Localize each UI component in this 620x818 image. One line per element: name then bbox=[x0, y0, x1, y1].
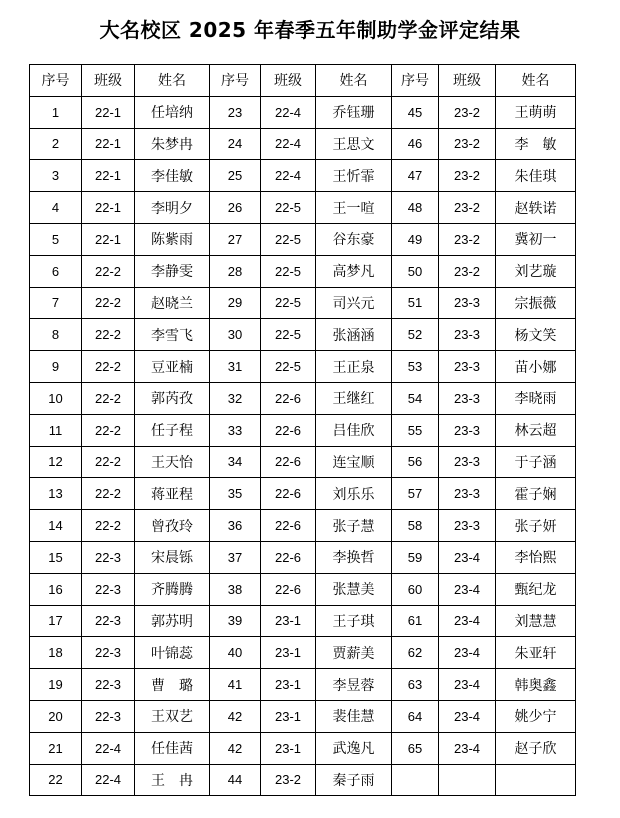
class-cell: 22-6 bbox=[261, 414, 316, 446]
seq-cell: 15 bbox=[30, 541, 82, 573]
seq-cell: 1 bbox=[30, 96, 82, 128]
class-cell: 22-2 bbox=[82, 319, 135, 351]
name-cell: 高梦凡 bbox=[316, 255, 392, 287]
header-name-3: 姓名 bbox=[496, 65, 576, 97]
name-cell bbox=[496, 764, 576, 796]
table-row bbox=[30, 319, 576, 351]
class-cell: 22-4 bbox=[82, 764, 135, 796]
class-cell: 22-6 bbox=[261, 573, 316, 605]
class-cell: 23-4 bbox=[439, 605, 496, 637]
name-cell: 王思文 bbox=[316, 128, 392, 160]
table-row bbox=[30, 510, 576, 542]
seq-cell: 50 bbox=[392, 255, 439, 287]
class-cell bbox=[439, 764, 496, 796]
table-row bbox=[30, 637, 576, 669]
header-seq-2: 序号 bbox=[210, 65, 261, 97]
seq-cell: 54 bbox=[392, 382, 439, 414]
class-cell: 22-6 bbox=[261, 446, 316, 478]
seq-cell: 41 bbox=[210, 669, 261, 701]
class-cell: 22-5 bbox=[261, 351, 316, 383]
class-cell: 23-1 bbox=[261, 637, 316, 669]
seq-cell: 53 bbox=[392, 351, 439, 383]
table-row bbox=[30, 382, 576, 414]
seq-cell: 32 bbox=[210, 382, 261, 414]
seq-cell: 56 bbox=[392, 446, 439, 478]
class-cell: 22-3 bbox=[82, 541, 135, 573]
class-cell: 23-2 bbox=[439, 128, 496, 160]
class-cell: 23-3 bbox=[439, 382, 496, 414]
name-cell: 贾薪美 bbox=[316, 637, 392, 669]
name-cell: 李佳敏 bbox=[135, 160, 210, 192]
class-cell: 23-4 bbox=[439, 541, 496, 573]
table-row bbox=[30, 732, 576, 764]
name-cell: 姚少宁 bbox=[496, 700, 576, 732]
seq-cell: 19 bbox=[30, 669, 82, 701]
name-cell: 苗小娜 bbox=[496, 351, 576, 383]
header-class-1: 班级 bbox=[82, 65, 135, 97]
table-body bbox=[30, 96, 576, 796]
seq-cell: 26 bbox=[210, 192, 261, 224]
seq-cell: 8 bbox=[30, 319, 82, 351]
class-cell: 23-3 bbox=[439, 287, 496, 319]
name-cell: 李晓雨 bbox=[496, 382, 576, 414]
seq-cell: 12 bbox=[30, 446, 82, 478]
name-cell: 武逸凡 bbox=[316, 732, 392, 764]
seq-cell: 48 bbox=[392, 192, 439, 224]
class-cell: 22-3 bbox=[82, 605, 135, 637]
name-cell: 宗振薇 bbox=[496, 287, 576, 319]
seq-cell: 6 bbox=[30, 255, 82, 287]
table-row bbox=[30, 160, 576, 192]
seq-cell: 38 bbox=[210, 573, 261, 605]
seq-cell: 9 bbox=[30, 351, 82, 383]
seq-cell: 36 bbox=[210, 510, 261, 542]
seq-cell: 44 bbox=[210, 764, 261, 796]
seq-cell: 58 bbox=[392, 510, 439, 542]
class-cell: 22-1 bbox=[82, 223, 135, 255]
table-row bbox=[30, 700, 576, 732]
name-cell: 李雪飞 bbox=[135, 319, 210, 351]
name-cell: 张慧美 bbox=[316, 573, 392, 605]
name-cell: 郭芮孜 bbox=[135, 382, 210, 414]
name-cell: 王天怡 bbox=[135, 446, 210, 478]
name-cell: 蒋亚程 bbox=[135, 478, 210, 510]
seq-cell: 47 bbox=[392, 160, 439, 192]
name-cell: 刘艺璇 bbox=[496, 255, 576, 287]
name-cell: 裴佳慧 bbox=[316, 700, 392, 732]
seq-cell: 22 bbox=[30, 764, 82, 796]
name-cell: 朱亚轩 bbox=[496, 637, 576, 669]
name-cell: 吕佳欣 bbox=[316, 414, 392, 446]
name-cell: 张子妍 bbox=[496, 510, 576, 542]
class-cell: 22-3 bbox=[82, 573, 135, 605]
class-cell: 22-5 bbox=[261, 255, 316, 287]
seq-cell: 30 bbox=[210, 319, 261, 351]
seq-cell: 35 bbox=[210, 478, 261, 510]
class-cell: 23-3 bbox=[439, 478, 496, 510]
seq-cell: 39 bbox=[210, 605, 261, 637]
class-cell: 23-3 bbox=[439, 351, 496, 383]
name-cell: 赵晓兰 bbox=[135, 287, 210, 319]
seq-cell: 11 bbox=[30, 414, 82, 446]
name-cell: 李 敏 bbox=[496, 128, 576, 160]
seq-cell: 33 bbox=[210, 414, 261, 446]
seq-cell: 14 bbox=[30, 510, 82, 542]
name-cell: 曾孜玲 bbox=[135, 510, 210, 542]
seq-cell: 55 bbox=[392, 414, 439, 446]
header-name-1: 姓名 bbox=[135, 65, 210, 97]
table-row bbox=[30, 478, 576, 510]
class-cell: 23-1 bbox=[261, 732, 316, 764]
seq-cell: 27 bbox=[210, 223, 261, 255]
class-cell: 23-4 bbox=[439, 637, 496, 669]
class-cell: 23-1 bbox=[261, 605, 316, 637]
class-cell: 22-4 bbox=[261, 160, 316, 192]
seq-cell: 29 bbox=[210, 287, 261, 319]
name-cell: 王一喧 bbox=[316, 192, 392, 224]
class-cell: 23-4 bbox=[439, 669, 496, 701]
seq-cell: 63 bbox=[392, 669, 439, 701]
header-seq-3: 序号 bbox=[392, 65, 439, 97]
class-cell: 22-2 bbox=[82, 255, 135, 287]
name-cell: 谷东豪 bbox=[316, 223, 392, 255]
header-name-2: 姓名 bbox=[316, 65, 392, 97]
name-cell: 任培纳 bbox=[135, 96, 210, 128]
seq-cell: 3 bbox=[30, 160, 82, 192]
name-cell: 王忻霏 bbox=[316, 160, 392, 192]
seq-cell: 52 bbox=[392, 319, 439, 351]
name-cell: 赵子欣 bbox=[496, 732, 576, 764]
class-cell: 22-2 bbox=[82, 414, 135, 446]
class-cell: 22-3 bbox=[82, 637, 135, 669]
class-cell: 22-1 bbox=[82, 128, 135, 160]
header-class-3: 班级 bbox=[439, 65, 496, 97]
class-cell: 22-5 bbox=[261, 287, 316, 319]
name-cell: 乔钰珊 bbox=[316, 96, 392, 128]
name-cell: 陈紫雨 bbox=[135, 223, 210, 255]
seq-cell: 42 bbox=[210, 700, 261, 732]
class-cell: 22-4 bbox=[261, 96, 316, 128]
seq-cell bbox=[392, 764, 439, 796]
class-cell: 23-4 bbox=[439, 732, 496, 764]
class-cell: 23-1 bbox=[261, 700, 316, 732]
class-cell: 23-3 bbox=[439, 319, 496, 351]
seq-cell: 42 bbox=[210, 732, 261, 764]
table-row bbox=[30, 96, 576, 128]
class-cell: 22-2 bbox=[82, 510, 135, 542]
name-cell: 连宝顺 bbox=[316, 446, 392, 478]
name-cell: 朱梦冉 bbox=[135, 128, 210, 160]
name-cell: 任佳茜 bbox=[135, 732, 210, 764]
seq-cell: 13 bbox=[30, 478, 82, 510]
seq-cell: 37 bbox=[210, 541, 261, 573]
table-row bbox=[30, 605, 576, 637]
seq-cell: 49 bbox=[392, 223, 439, 255]
name-cell: 曹 璐 bbox=[135, 669, 210, 701]
class-cell: 22-4 bbox=[82, 732, 135, 764]
name-cell: 叶锦蕊 bbox=[135, 637, 210, 669]
name-cell: 刘乐乐 bbox=[316, 478, 392, 510]
name-cell: 李怡熙 bbox=[496, 541, 576, 573]
name-cell: 李静雯 bbox=[135, 255, 210, 287]
class-cell: 23-2 bbox=[439, 160, 496, 192]
table-row bbox=[30, 573, 576, 605]
table-row bbox=[30, 223, 576, 255]
table-row bbox=[30, 192, 576, 224]
name-cell: 郭苏明 bbox=[135, 605, 210, 637]
table-row bbox=[30, 255, 576, 287]
name-cell: 冀初一 bbox=[496, 223, 576, 255]
name-cell: 任子程 bbox=[135, 414, 210, 446]
class-cell: 23-4 bbox=[439, 573, 496, 605]
seq-cell: 64 bbox=[392, 700, 439, 732]
seq-cell: 60 bbox=[392, 573, 439, 605]
name-cell: 齐腾腾 bbox=[135, 573, 210, 605]
table-row bbox=[30, 287, 576, 319]
table-row bbox=[30, 764, 576, 796]
name-cell: 赵轶诺 bbox=[496, 192, 576, 224]
class-cell: 22-5 bbox=[261, 319, 316, 351]
class-cell: 22-6 bbox=[261, 382, 316, 414]
name-cell: 王正泉 bbox=[316, 351, 392, 383]
name-cell: 霍子娴 bbox=[496, 478, 576, 510]
class-cell: 22-6 bbox=[261, 510, 316, 542]
class-cell: 22-1 bbox=[82, 192, 135, 224]
page-title: 大名校区 2025 年春季五年制助学金评定结果 bbox=[99, 18, 521, 42]
seq-cell: 7 bbox=[30, 287, 82, 319]
name-cell: 林云超 bbox=[496, 414, 576, 446]
seq-cell: 25 bbox=[210, 160, 261, 192]
class-cell: 23-3 bbox=[439, 446, 496, 478]
seq-cell: 16 bbox=[30, 573, 82, 605]
seq-cell: 65 bbox=[392, 732, 439, 764]
class-cell: 22-6 bbox=[261, 478, 316, 510]
seq-cell: 40 bbox=[210, 637, 261, 669]
header-seq-1: 序号 bbox=[30, 65, 82, 97]
seq-cell: 59 bbox=[392, 541, 439, 573]
table-row bbox=[30, 669, 576, 701]
seq-cell: 28 bbox=[210, 255, 261, 287]
name-cell: 王双艺 bbox=[135, 700, 210, 732]
class-cell: 23-2 bbox=[261, 764, 316, 796]
class-cell: 23-2 bbox=[439, 192, 496, 224]
name-cell: 甄纪龙 bbox=[496, 573, 576, 605]
class-cell: 22-2 bbox=[82, 287, 135, 319]
name-cell: 王继红 bbox=[316, 382, 392, 414]
header-class-2: 班级 bbox=[261, 65, 316, 97]
name-cell: 韩奥鑫 bbox=[496, 669, 576, 701]
class-cell: 23-2 bbox=[439, 96, 496, 128]
class-cell: 23-3 bbox=[439, 414, 496, 446]
name-cell: 宋晨铄 bbox=[135, 541, 210, 573]
class-cell: 22-3 bbox=[82, 700, 135, 732]
name-cell: 王 冉 bbox=[135, 764, 210, 796]
table-row bbox=[30, 351, 576, 383]
seq-cell: 24 bbox=[210, 128, 261, 160]
class-cell: 23-4 bbox=[439, 700, 496, 732]
results-table bbox=[29, 64, 576, 796]
seq-cell: 2 bbox=[30, 128, 82, 160]
seq-cell: 57 bbox=[392, 478, 439, 510]
table-row bbox=[30, 414, 576, 446]
class-cell: 23-2 bbox=[439, 255, 496, 287]
seq-cell: 21 bbox=[30, 732, 82, 764]
seq-cell: 45 bbox=[392, 96, 439, 128]
class-cell: 23-3 bbox=[439, 510, 496, 542]
class-cell: 22-3 bbox=[82, 669, 135, 701]
class-cell: 22-2 bbox=[82, 351, 135, 383]
class-cell: 23-2 bbox=[439, 223, 496, 255]
class-cell: 22-5 bbox=[261, 192, 316, 224]
class-cell: 22-4 bbox=[261, 128, 316, 160]
seq-cell: 62 bbox=[392, 637, 439, 669]
class-cell: 22-5 bbox=[261, 223, 316, 255]
name-cell: 秦子雨 bbox=[316, 764, 392, 796]
seq-cell: 46 bbox=[392, 128, 439, 160]
seq-cell: 34 bbox=[210, 446, 261, 478]
class-cell: 22-2 bbox=[82, 478, 135, 510]
class-cell: 23-1 bbox=[261, 669, 316, 701]
seq-cell: 51 bbox=[392, 287, 439, 319]
class-cell: 22-2 bbox=[82, 446, 135, 478]
table-row bbox=[30, 541, 576, 573]
seq-cell: 23 bbox=[210, 96, 261, 128]
table-header-row bbox=[30, 65, 576, 97]
seq-cell: 61 bbox=[392, 605, 439, 637]
seq-cell: 20 bbox=[30, 700, 82, 732]
name-cell: 李明夕 bbox=[135, 192, 210, 224]
class-cell: 22-1 bbox=[82, 96, 135, 128]
table-row bbox=[30, 128, 576, 160]
name-cell: 于子涵 bbox=[496, 446, 576, 478]
class-cell: 22-1 bbox=[82, 160, 135, 192]
class-cell: 22-2 bbox=[82, 382, 135, 414]
name-cell: 司兴元 bbox=[316, 287, 392, 319]
seq-cell: 10 bbox=[30, 382, 82, 414]
name-cell: 王萌萌 bbox=[496, 96, 576, 128]
seq-cell: 5 bbox=[30, 223, 82, 255]
name-cell: 张子慧 bbox=[316, 510, 392, 542]
seq-cell: 18 bbox=[30, 637, 82, 669]
name-cell: 王子琪 bbox=[316, 605, 392, 637]
name-cell: 豆亚楠 bbox=[135, 351, 210, 383]
class-cell: 22-6 bbox=[261, 541, 316, 573]
seq-cell: 4 bbox=[30, 192, 82, 224]
name-cell: 杨文笑 bbox=[496, 319, 576, 351]
name-cell: 张涵涵 bbox=[316, 319, 392, 351]
table-row bbox=[30, 446, 576, 478]
seq-cell: 31 bbox=[210, 351, 261, 383]
name-cell: 刘慧慧 bbox=[496, 605, 576, 637]
name-cell: 李昱蓉 bbox=[316, 669, 392, 701]
name-cell: 李换哲 bbox=[316, 541, 392, 573]
seq-cell: 17 bbox=[30, 605, 82, 637]
name-cell: 朱佳琪 bbox=[496, 160, 576, 192]
